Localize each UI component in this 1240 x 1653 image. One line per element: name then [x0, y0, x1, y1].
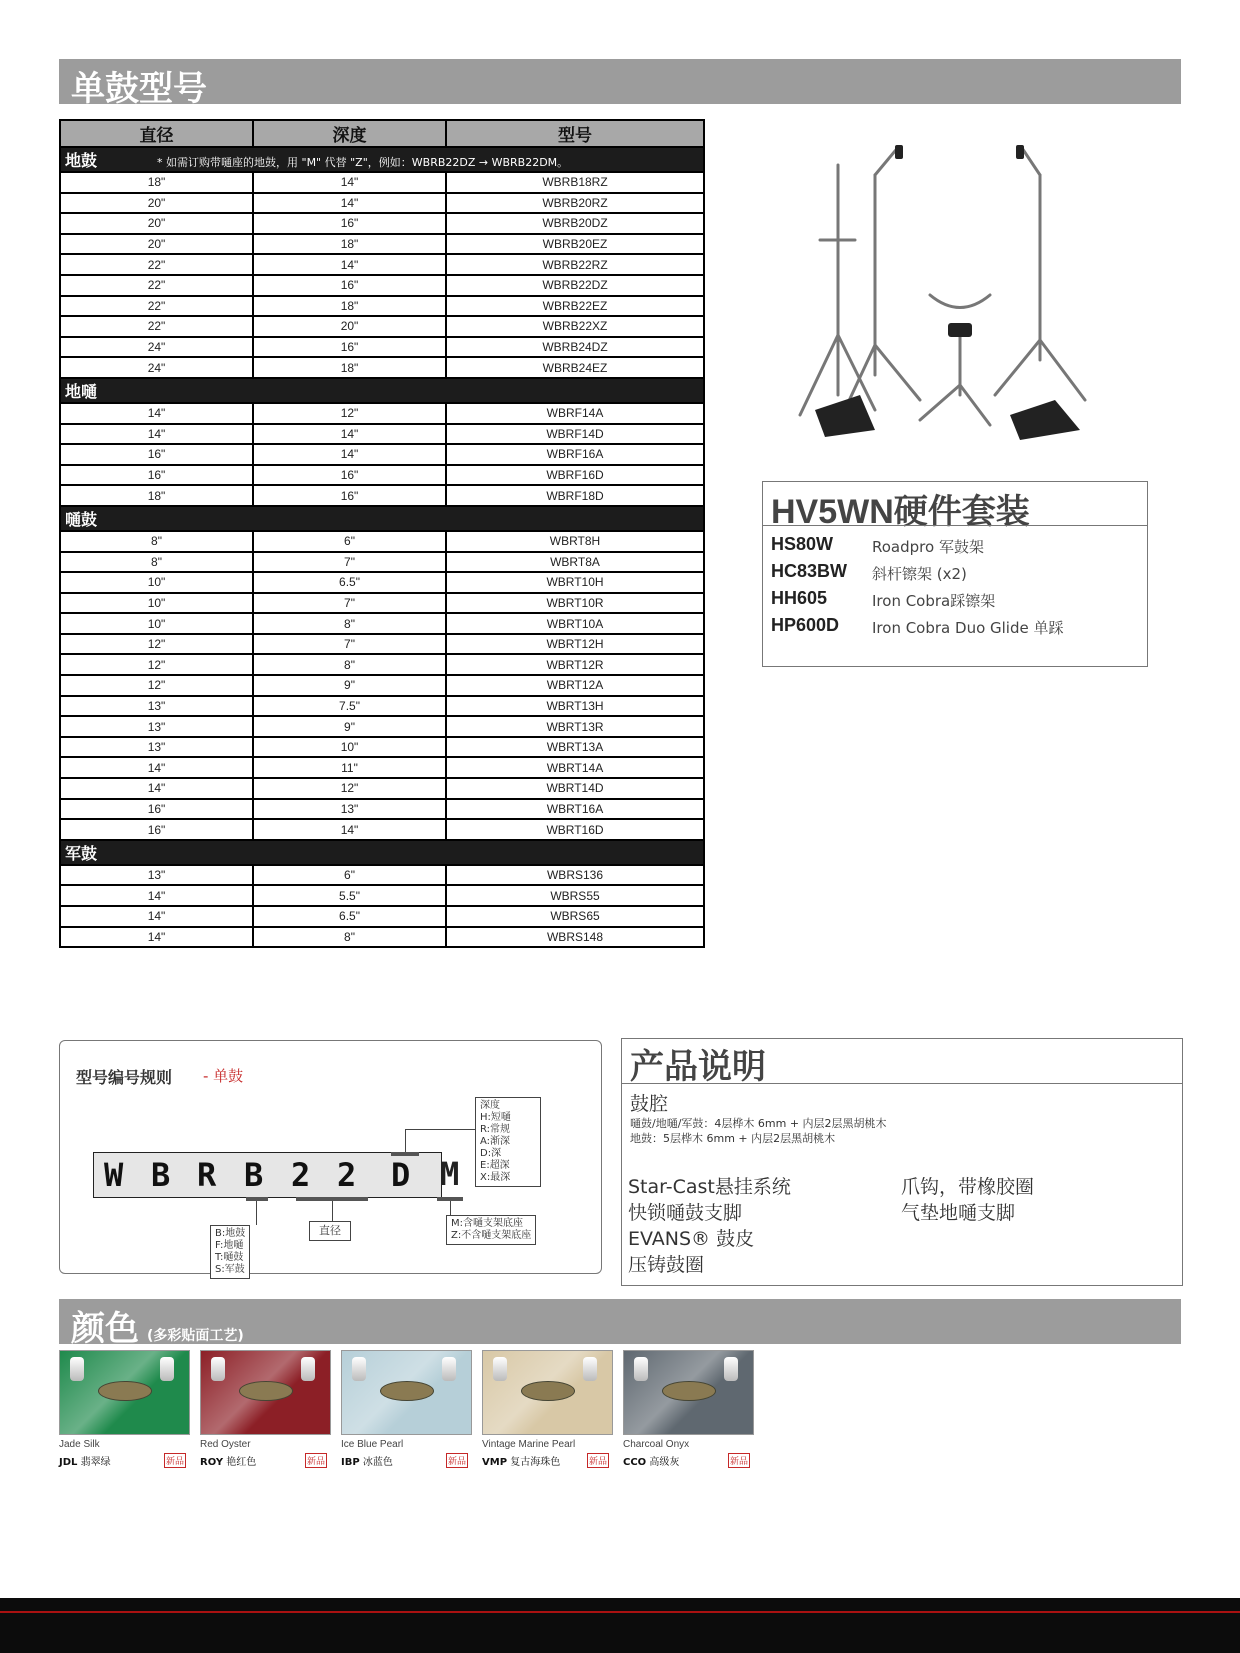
- table-row: [60, 654, 704, 675]
- group-name: 军鼓: [65, 843, 98, 863]
- hardware-desc: Iron Cobra Duo Glide 单踩: [872, 619, 1064, 637]
- color-code: CCO: [623, 1457, 647, 1468]
- legend-line: S:军鼓: [215, 1264, 245, 1275]
- cell-model: WBRT12A: [446, 675, 704, 696]
- table-row: [60, 634, 704, 655]
- new-badge: 新品: [728, 1453, 750, 1468]
- shell-title: 鼓腔: [630, 1093, 669, 1115]
- cell-model: WBRT12R: [446, 654, 704, 675]
- cell-depth: 7.5": [253, 696, 446, 717]
- color-name-en: Ice Blue Pearl: [341, 1439, 404, 1450]
- rule-title: 型号编号规则: [76, 1068, 173, 1087]
- feature-item: 气垫地嗵支脚: [901, 1202, 1016, 1224]
- table-group-row: [60, 378, 704, 403]
- color-title: 颜色: [71, 1309, 139, 1349]
- cell-depth: 10": [253, 737, 446, 758]
- code-char: 2: [291, 1156, 311, 1194]
- cell-model: WBRF16D: [446, 465, 704, 486]
- lug-icon: [211, 1357, 225, 1381]
- cell-model: WBRF14D: [446, 424, 704, 445]
- cell-depth: 14": [253, 819, 446, 840]
- cell-depth: 18": [253, 234, 446, 255]
- model-number-rule-box: [59, 1040, 602, 1274]
- rule-subtitle: - 单鼓: [203, 1067, 244, 1085]
- lug-icon: [634, 1357, 648, 1381]
- code-char: D: [391, 1156, 411, 1194]
- cell-depth: 9": [253, 675, 446, 696]
- table-group-row: [60, 147, 704, 172]
- lug-icon: [70, 1357, 84, 1381]
- depth-legend: [475, 1097, 541, 1187]
- lug-icon: [724, 1357, 738, 1381]
- cell-depth: 14": [253, 424, 446, 445]
- table-row: [60, 357, 704, 378]
- footer-accent-line: [0, 1611, 1240, 1613]
- table-row: [60, 172, 704, 193]
- cell-diameter: 24": [60, 357, 253, 378]
- cell-depth: 5.5": [253, 885, 446, 906]
- color-code-line: [482, 1453, 560, 1468]
- cell-diameter: 12": [60, 634, 253, 655]
- code-char: R: [197, 1156, 217, 1194]
- table-row: [60, 819, 704, 840]
- color-name-zh: 艳红色: [226, 1457, 257, 1468]
- cell-diameter: 8": [60, 552, 253, 573]
- cell-depth: 7": [253, 593, 446, 614]
- cell-model: WBRT10R: [446, 593, 704, 614]
- table-row: [60, 234, 704, 255]
- badge-emblem-icon: [98, 1381, 152, 1401]
- hardware-item: [771, 561, 1141, 585]
- hardware-kit-title: HV5WN硬件套装: [771, 493, 1030, 531]
- new-badge: 新品: [446, 1453, 468, 1468]
- lug-icon: [352, 1357, 366, 1381]
- cell-depth: 14": [253, 254, 446, 275]
- cell-diameter: 18": [60, 172, 253, 193]
- badge-emblem-icon: [380, 1381, 434, 1401]
- cell-model: WBRS136: [446, 865, 704, 886]
- code-char: B: [244, 1156, 264, 1194]
- section-header-colors: [59, 1299, 1181, 1349]
- table-row: [60, 927, 704, 948]
- cell-model: WBRT10H: [446, 572, 704, 593]
- hardware-item: [771, 588, 1141, 612]
- table-row: [60, 757, 704, 778]
- cell-diameter: 14": [60, 757, 253, 778]
- shell-spec-line: 嗵鼓/地嗵/军鼓：4层桦木 6mm + 内层2层黑胡桃木: [630, 1117, 887, 1130]
- color-swatch: [341, 1350, 472, 1435]
- color-subtitle: (多彩贴面工艺): [147, 1328, 244, 1344]
- code-char: W: [104, 1156, 124, 1194]
- col-header-diameter: 直径: [60, 120, 253, 147]
- table-row: [60, 254, 704, 275]
- cell-diameter: 14": [60, 424, 253, 445]
- legend-line: E:超深: [480, 1160, 510, 1171]
- new-badge: 新品: [164, 1453, 186, 1468]
- group-name: 地嗵: [65, 381, 98, 401]
- cell-depth: 16": [253, 485, 446, 506]
- group-label: [60, 506, 704, 531]
- cell-diameter: 16": [60, 799, 253, 820]
- color-code-line: [341, 1453, 393, 1468]
- legend-line: H:短嗵: [480, 1112, 511, 1123]
- table-header-row: [60, 120, 704, 147]
- cell-depth: 8": [253, 613, 446, 634]
- table-row: [60, 696, 704, 717]
- badge-emblem-icon: [662, 1381, 716, 1401]
- hardware-desc: Roadpro 军鼓架: [872, 538, 984, 556]
- legend-line: D:深: [480, 1148, 502, 1159]
- cell-model: WBRT13R: [446, 716, 704, 737]
- legend-line: M:含嗵支架底座: [451, 1218, 523, 1229]
- cell-model: WBRB22EZ: [446, 296, 704, 317]
- lug-icon: [160, 1357, 174, 1381]
- cell-depth: 6": [253, 531, 446, 552]
- cell-diameter: 20": [60, 234, 253, 255]
- product-title: 产品说明: [630, 1047, 766, 1087]
- cell-depth: 14": [253, 193, 446, 214]
- hardware-stands-photo: [780, 145, 1130, 445]
- color-name-zh: 翡翠绿: [80, 1457, 111, 1468]
- cell-model: WBRB18RZ: [446, 172, 704, 193]
- table-row: [60, 885, 704, 906]
- spec-table: [59, 119, 705, 948]
- cell-diameter: 24": [60, 337, 253, 358]
- cell-diameter: 14": [60, 906, 253, 927]
- table-row: [60, 737, 704, 758]
- hardware-code: HP600D: [771, 615, 840, 635]
- cell-depth: 11": [253, 757, 446, 778]
- connector: [332, 1201, 333, 1221]
- legend-line: R:常规: [480, 1124, 511, 1135]
- cell-depth: 6": [253, 865, 446, 886]
- section-title: [71, 1301, 244, 1350]
- table-row: [60, 296, 704, 317]
- cell-diameter: 8": [60, 531, 253, 552]
- cell-model: WBRB24EZ: [446, 357, 704, 378]
- cell-diameter: 12": [60, 675, 253, 696]
- table-row: [60, 716, 704, 737]
- hardware-code: HS80W: [771, 534, 834, 554]
- divider: [622, 1083, 1182, 1084]
- color-code: JDL: [59, 1457, 78, 1468]
- color-name-en: Jade Silk: [59, 1439, 100, 1450]
- cell-diameter: 14": [60, 778, 253, 799]
- color-code-line: [59, 1453, 111, 1468]
- group-label: [60, 147, 704, 172]
- cell-depth: 13": [253, 799, 446, 820]
- cell-depth: 18": [253, 296, 446, 317]
- table-row: [60, 531, 704, 552]
- color-swatch: [200, 1350, 331, 1435]
- color-swatch: [623, 1350, 754, 1435]
- cell-depth: 16": [253, 337, 446, 358]
- table-row: [60, 485, 704, 506]
- cell-depth: 7": [253, 552, 446, 573]
- hardware-code: HC83BW: [771, 561, 848, 581]
- cell-model: WBRT16A: [446, 799, 704, 820]
- product-description-box: [621, 1038, 1183, 1286]
- table-group-row: [60, 840, 704, 865]
- cell-depth: 12": [253, 403, 446, 424]
- cell-diameter: 13": [60, 865, 253, 886]
- hardware-code: HH605: [771, 588, 828, 608]
- connector: [405, 1129, 406, 1152]
- cell-depth: 8": [253, 927, 446, 948]
- cell-diameter: 16": [60, 465, 253, 486]
- cell-diameter: 20": [60, 193, 253, 214]
- table-row: [60, 213, 704, 234]
- model-code-example: [93, 1152, 442, 1198]
- cell-model: WBRB24DZ: [446, 337, 704, 358]
- cell-model: WBRT13A: [446, 737, 704, 758]
- table-row: [60, 675, 704, 696]
- cell-depth: 18": [253, 357, 446, 378]
- color-name-en: Charcoal Onyx: [623, 1439, 690, 1450]
- section-header-single-drums: [59, 59, 1181, 109]
- group-label: [60, 840, 704, 865]
- cell-depth: 20": [253, 316, 446, 337]
- color-code-line: [200, 1453, 256, 1468]
- cell-diameter: 22": [60, 275, 253, 296]
- cell-depth: 12": [253, 778, 446, 799]
- color-name-zh: 复古海珠色: [510, 1457, 561, 1468]
- cell-diameter: 16": [60, 819, 253, 840]
- feature-item: 压铸鼓圈: [628, 1254, 705, 1276]
- feature-item: EVANS® 鼓皮: [628, 1228, 755, 1250]
- color-name-en: Vintage Marine Pearl: [482, 1439, 576, 1450]
- table-row: [60, 465, 704, 486]
- badge-emblem-icon: [239, 1381, 293, 1401]
- col-header-model: 型号: [446, 120, 704, 147]
- color-code: IBP: [341, 1457, 360, 1468]
- underline-type: [246, 1197, 268, 1201]
- cell-depth: 14": [253, 172, 446, 193]
- cell-diameter: 14": [60, 403, 253, 424]
- color-code-line: [623, 1453, 679, 1468]
- code-suffix: M: [440, 1155, 460, 1193]
- shell-spec-line: 地鼓：5层桦木 6mm + 内层2层黑胡桃木: [630, 1132, 836, 1145]
- cell-depth: 8": [253, 654, 446, 675]
- table-row: [60, 316, 704, 337]
- legend-line: 深度: [480, 1100, 500, 1111]
- underline-depth: [391, 1152, 419, 1156]
- feature-item: 爪钩，带橡胶圈: [901, 1176, 1035, 1198]
- cell-model: WBRS148: [446, 927, 704, 948]
- code-char: B: [151, 1156, 171, 1194]
- cell-depth: 16": [253, 275, 446, 296]
- cell-diameter: 18": [60, 485, 253, 506]
- cell-model: WBRT8A: [446, 552, 704, 573]
- new-badge: 新品: [305, 1453, 327, 1468]
- table-row: [60, 337, 704, 358]
- cell-depth: 16": [253, 213, 446, 234]
- cell-model: WBRB22RZ: [446, 254, 704, 275]
- new-badge: 新品: [587, 1453, 609, 1468]
- connector: [256, 1201, 257, 1225]
- code-char: 2: [337, 1156, 357, 1194]
- badge-emblem-icon: [521, 1381, 575, 1401]
- cell-depth: 14": [253, 444, 446, 465]
- table-row: [60, 593, 704, 614]
- group-note: * 如需订购带嗵座的地鼓，用 "M" 代替 "Z"，例如：WBRB22DZ → WBRB22DM。: [157, 156, 569, 169]
- legend-line: X:最深: [480, 1172, 511, 1183]
- cell-diameter: 13": [60, 737, 253, 758]
- legend-line: B:地鼓: [215, 1228, 246, 1239]
- cell-model: WBRB20EZ: [446, 234, 704, 255]
- cell-model: WBRT8H: [446, 531, 704, 552]
- table-body: [60, 147, 704, 947]
- legend-line: F:地嗵: [215, 1240, 244, 1251]
- legend-line: Z:不含嗵支架底座: [451, 1230, 532, 1241]
- cell-model: WBRT14A: [446, 757, 704, 778]
- table-row: [60, 613, 704, 634]
- color-name-en: Red Oyster: [200, 1439, 251, 1450]
- cell-model: WBRT12H: [446, 634, 704, 655]
- table-row: [60, 444, 704, 465]
- table-group-row: [60, 506, 704, 531]
- lug-icon: [583, 1357, 597, 1381]
- table-row: [60, 552, 704, 573]
- cell-model: WBRS65: [446, 906, 704, 927]
- cell-diameter: 14": [60, 927, 253, 948]
- cell-diameter: 13": [60, 696, 253, 717]
- table-row: [60, 778, 704, 799]
- color-code: VMP: [482, 1457, 508, 1468]
- cell-diameter: 22": [60, 296, 253, 317]
- cell-model: WBRF16A: [446, 444, 704, 465]
- cell-diameter: 22": [60, 254, 253, 275]
- table-row: [60, 865, 704, 886]
- color-swatch: [59, 1350, 190, 1435]
- cell-model: WBRB22XZ: [446, 316, 704, 337]
- cell-model: WBRT14D: [446, 778, 704, 799]
- col-header-depth: 深度: [253, 120, 446, 147]
- cell-depth: 16": [253, 465, 446, 486]
- hardware-kit-box: [762, 481, 1148, 667]
- hardware-desc: 斜杆镲架 (x2): [872, 565, 967, 583]
- hardware-item: [771, 615, 1141, 639]
- cell-diameter: 10": [60, 613, 253, 634]
- table-row: [60, 424, 704, 445]
- cell-depth: 9": [253, 716, 446, 737]
- table-row: [60, 193, 704, 214]
- lug-icon: [493, 1357, 507, 1381]
- legend-line: T:嗵鼓: [215, 1252, 244, 1263]
- group-label: [60, 378, 704, 403]
- color-name-zh: 高级灰: [649, 1457, 680, 1468]
- cell-depth: 6.5": [253, 572, 446, 593]
- table-row: [60, 275, 704, 296]
- mount-legend: [446, 1215, 536, 1245]
- lug-icon: [442, 1357, 456, 1381]
- cell-model: WBRT13H: [446, 696, 704, 717]
- footer-bar: [0, 1598, 1240, 1653]
- connector: [405, 1129, 475, 1130]
- cell-diameter: 22": [60, 316, 253, 337]
- type-legend: [210, 1225, 250, 1279]
- group-name: 嗵鼓: [65, 509, 98, 529]
- table-row: [60, 403, 704, 424]
- cell-diameter: 10": [60, 572, 253, 593]
- cell-depth: 7": [253, 634, 446, 655]
- diameter-legend: 直径: [309, 1221, 351, 1241]
- feature-item: Star-Cast悬挂系统: [628, 1176, 791, 1198]
- color-code: ROY: [200, 1457, 224, 1468]
- table-row: [60, 906, 704, 927]
- cell-model: WBRT10A: [446, 613, 704, 634]
- cell-model: WBRB20RZ: [446, 193, 704, 214]
- lug-icon: [301, 1357, 315, 1381]
- color-name-zh: 冰蓝色: [362, 1457, 393, 1468]
- cell-depth: 6.5": [253, 906, 446, 927]
- cell-model: WBRT16D: [446, 819, 704, 840]
- legend-line: A:渐深: [480, 1136, 511, 1147]
- cell-diameter: 12": [60, 654, 253, 675]
- hardware-item: [771, 534, 1141, 558]
- cell-diameter: 20": [60, 213, 253, 234]
- section-title: 单鼓型号: [71, 69, 207, 109]
- color-swatch: [482, 1350, 613, 1435]
- cell-model: WBRB22DZ: [446, 275, 704, 296]
- cell-model: WBRF18D: [446, 485, 704, 506]
- cell-model: WBRF14A: [446, 403, 704, 424]
- feature-item: 快锁嗵鼓支脚: [628, 1202, 743, 1224]
- cell-diameter: 10": [60, 593, 253, 614]
- hardware-desc: Iron Cobra踩镲架: [872, 592, 996, 610]
- cell-diameter: 14": [60, 885, 253, 906]
- divider: [763, 525, 1147, 526]
- table-row: [60, 572, 704, 593]
- group-name: 地鼓: [65, 151, 98, 170]
- cell-diameter: 13": [60, 716, 253, 737]
- cell-diameter: 16": [60, 444, 253, 465]
- table-row: [60, 799, 704, 820]
- cell-model: WBRS55: [446, 885, 704, 906]
- cell-model: WBRB20DZ: [446, 213, 704, 234]
